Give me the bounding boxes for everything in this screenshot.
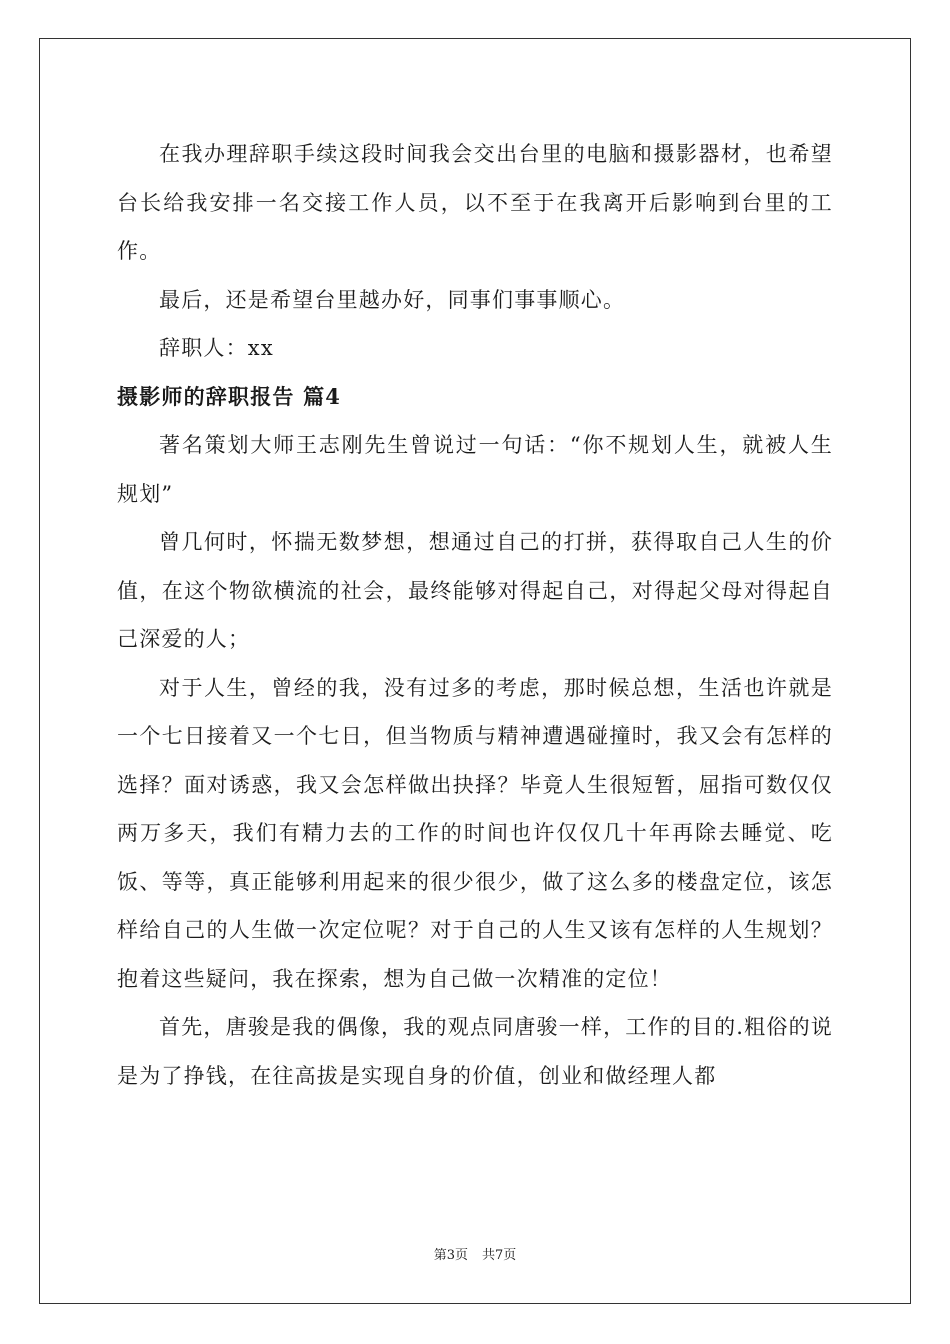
- paragraph-handover: 在我办理辞职手续这段时间我会交出台里的电脑和摄影器材，也希望台长给我安排一名交接工作人员，以不至于在我离开后影响到台里的工作。: [117, 142, 833, 263]
- paragraph-life-planning: 对于人生，曾经的我，没有过多的考虑，那时候总想，生活也许就是一个七日接着又一个七日，但当物质与精神遭遇碰撞时，我又会有怎样的选择？面对诱惑，我又会怎样做出抉择？毕竟人生很短暂，屈指可数仅仅两万多天，我们有精力去的工作的时间也许仅仅几十年再除去睡觉、吃饭、等等，真正能够利用起来的很少很少，做了这么多的楼盘定位，该怎样给自己的人生做一次定位呢？对于自己的人生又该有怎样的人生规划？抱着这些疑问，我在探索，想为自己做一次精准的定位！: [117, 675, 833, 991]
- paragraph-dreams: 曾几何时，怀揣无数梦想，想通过自己的打拼，获得取自己人生的价值，在这个物欲横流的社会，最终能够对得起自己，对得起父母对得起自己深爱的人；: [117, 530, 833, 651]
- document-body: [117, 130, 833, 1100]
- paragraph-signature: 辞职人：xx: [159, 336, 274, 360]
- page-number-total: 共7页: [482, 1248, 517, 1263]
- paragraph-idol: 首先，唐骏是我的偶像，我的观点同唐骏一样，工作的目的.粗俗的说是为了挣钱，在往高拔是实现自身的价值，创业和做经理人都: [117, 1015, 833, 1088]
- page-footer: [0, 1244, 950, 1263]
- paragraph-quote: 著名策划大师王志刚先生曾说过一句话：“你不规划人生，就被人生规划”: [117, 433, 833, 506]
- section-heading: 摄影师的辞职报告 篇4: [117, 383, 342, 409]
- page-number-current: 第3页: [433, 1248, 468, 1263]
- paragraph-closing-wish: 最后，还是希望台里越办好，同事们事事顺心。: [159, 287, 626, 312]
